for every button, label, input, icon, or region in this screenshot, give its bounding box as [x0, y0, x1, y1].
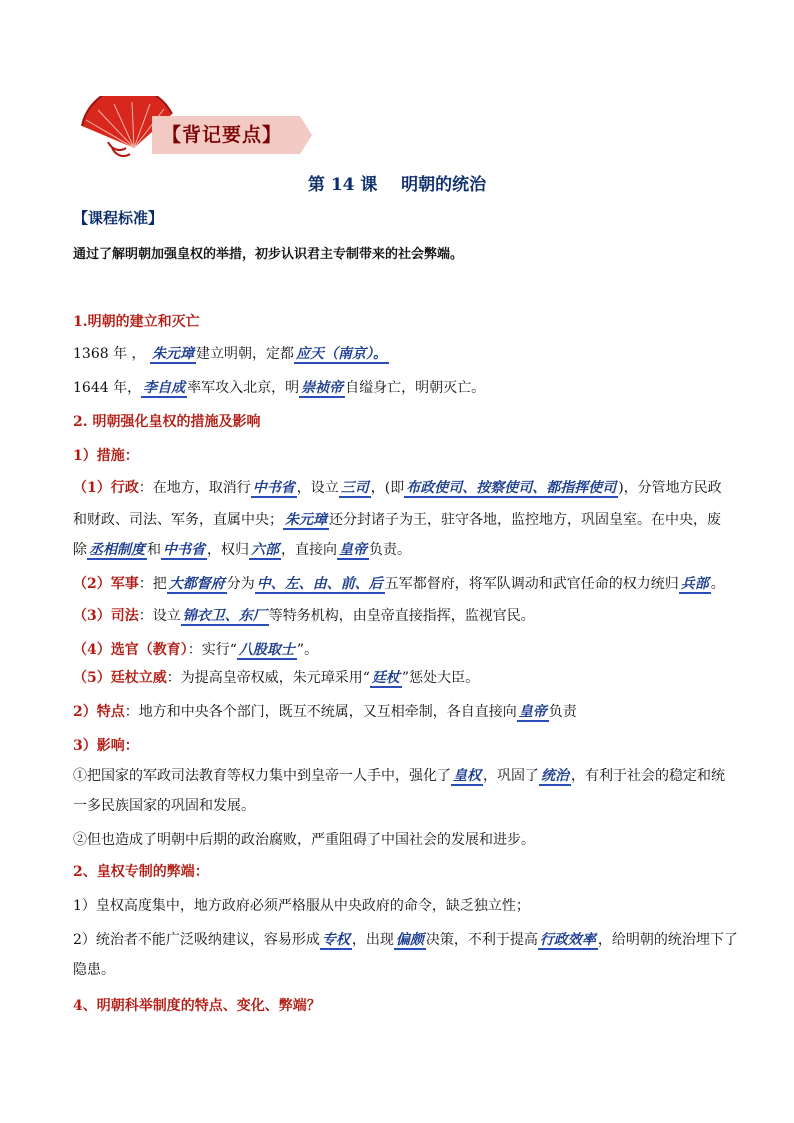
blank-answer: 朱元璋: [151, 346, 194, 362]
section1-line1: 1368 年 ， 朱元璋 建立明朝，定都 应天（南京）。: [73, 346, 387, 362]
impact-label: 3）影响：: [73, 738, 139, 754]
exam-line: （4）选官（教育）：实行“ 八股取士 ”。: [73, 642, 319, 658]
section-badge: [72, 96, 312, 160]
standard-heading: [73, 208, 723, 229]
measures-label: 1）措施：: [73, 448, 139, 464]
feature-line: 2）特点：地方和中央各个部门，既互不统属，又互相牵制，各自直接向 皇帝 负责: [73, 704, 577, 720]
section1-line2: 1644 年， 李自成 率军攻入北京，明 崇祯帝 自缢身亡，明朝灭亡。: [73, 380, 486, 396]
impact1-line1: ①把国家的军政司法教育等权力集中到皇帝一人手中，强化了 皇权 ，巩固了 统治 ，有利于社会的稳定和统: [73, 768, 725, 784]
badge-label: 【背记要点】: [162, 124, 283, 146]
lesson-title: 第 14 课 明朝的统治: [307, 175, 487, 195]
section3-heading: 2、皇权专制的弊端：: [73, 864, 209, 880]
judicial-line: （3）司法：设立 锦衣卫、东厂 等特务机构，由皇帝直接指挥，监视官民。: [73, 608, 535, 624]
admin-line1: （1）行政：在地方，取消行 中书省 ，设立 三司 ，(即 布政使司、按察使司、都指挥使司 )，分管地方民政: [73, 480, 722, 496]
blank-answer: 李自成: [143, 380, 186, 396]
court-line: （5）廷杖立威：为提高皇帝权威，朱元璋采用“ 廷杖 ”惩处大臣。: [73, 670, 480, 686]
section2-heading: 2. 明朝强化皇权的措施及影响: [73, 414, 261, 430]
military-line: （2）军事：把 大都督府 分为 中、左、由、前、后 五军都督府，将军队调动和武官任命的权力统归 兵部 。: [73, 576, 725, 592]
drawback-line2: 2）统治者不能广泛吸纳建议，容易形成 专权 ，出现 偏颇 决策，不利于提高 行政效率 ，给明朝的统治埋下了: [73, 932, 738, 948]
section1-heading: 1.明朝的建立和灭亡: [73, 314, 200, 330]
blank-answer: 应天（南京）。: [295, 346, 387, 362]
standard-title: 【课程标准】: [73, 209, 164, 227]
standard-text: 通过了解明朝加强皇权的举措，初步认识君主专制带来的社会弊端。: [73, 247, 464, 262]
impact1-line2: 一多民族国家的巩固和发展。: [73, 798, 255, 814]
admin-line2: 和财政、司法、军务，直属中央； 朱元璋 还分封诸子为王，驻守各地，监控地方，巩固皇室。在中央，废: [73, 512, 721, 528]
blank-answer: 崇祯帝: [301, 380, 344, 396]
section4-heading: 4、明朝科举制度的特点、变化、弊端？: [73, 998, 321, 1014]
admin-line3: 除 丞相制度 和 中书省 ，权归 六部 ，直接向 皇帝 负责。: [73, 542, 411, 558]
drawback-line1: 1）皇权高度集中，地方政府必须严格服从中央政府的命令，缺乏独立性；: [73, 898, 530, 914]
drawback-line3: 隐患。: [73, 962, 115, 978]
impact2-line: ②但也造成了明朝中后期的政治腐败，严重阻碍了中国社会的发展和进步。: [73, 832, 535, 848]
